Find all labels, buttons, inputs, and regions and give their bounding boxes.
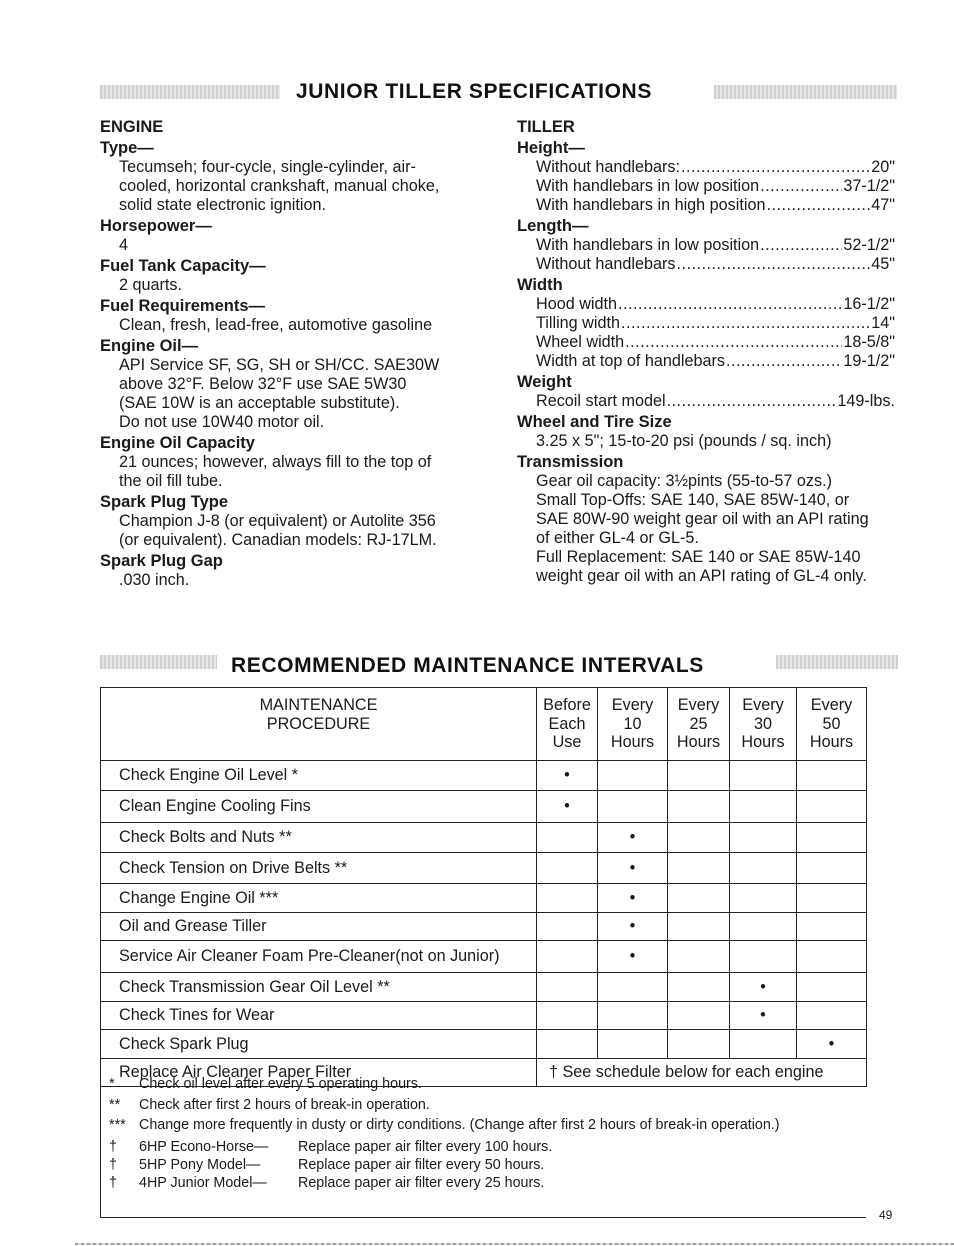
length-list bbox=[517, 236, 895, 274]
engine-spec-text: Tecumseh; four-cycle, single-cylinder, air- bbox=[119, 158, 416, 176]
height-list bbox=[517, 158, 895, 215]
leader-dots bbox=[766, 196, 870, 215]
interval-cell bbox=[537, 941, 598, 973]
specs-title: JUNIOR TILLER SPECIFICATIONS bbox=[296, 80, 652, 103]
procedure-cell: Replace Air Cleaner Paper Filter bbox=[101, 1059, 537, 1087]
header-line: Hours bbox=[809, 733, 854, 751]
engine-spec-text: (or equivalent). Canadian models: RJ-17LM. bbox=[119, 531, 437, 549]
interval-cell: • bbox=[537, 761, 598, 791]
engine-spec-list bbox=[100, 139, 500, 590]
interval-cell bbox=[598, 973, 668, 1002]
interval-cell bbox=[598, 1030, 668, 1059]
leader-dots bbox=[625, 333, 842, 352]
transmission-text bbox=[517, 472, 895, 586]
length-label: Length— bbox=[517, 217, 589, 235]
leader-dots bbox=[618, 295, 842, 314]
maintenance-header bbox=[0, 654, 954, 682]
header-line: Every bbox=[677, 696, 720, 714]
specs-header-bar-right bbox=[714, 85, 897, 99]
interval-column-header bbox=[598, 688, 668, 761]
table-row bbox=[101, 791, 867, 823]
spec-row-name: Width at top of handlebars bbox=[536, 352, 725, 370]
interval-cell bbox=[668, 1002, 730, 1030]
spec-row bbox=[517, 314, 895, 333]
procedure-cell: Check Tines for Wear bbox=[101, 1002, 537, 1030]
engine-spec-text: API Service SF, SG, SH or SH/CC. SAE30W bbox=[119, 356, 440, 374]
leader-dots bbox=[726, 352, 842, 371]
interval-cell bbox=[668, 913, 730, 941]
engine-spec-text: Do not use 10W40 motor oil. bbox=[119, 413, 325, 431]
footnote-text: Replace paper air filter every 100 hours. bbox=[298, 1139, 553, 1155]
spec-row-name: Without handlebars bbox=[536, 255, 676, 273]
schedule-note-cell: † See schedule below for each engine bbox=[537, 1059, 867, 1087]
spec-row-value: 16-1/2" bbox=[843, 295, 895, 313]
leader-dots bbox=[760, 236, 842, 255]
weight-list bbox=[517, 392, 895, 411]
interval-cell bbox=[797, 791, 867, 823]
spec-row-name: Tilling width bbox=[536, 314, 620, 332]
header-line: 10 bbox=[623, 714, 642, 733]
spec-row bbox=[517, 196, 895, 215]
procedure-column-header bbox=[101, 688, 537, 761]
spec-row-value: 52-1/2" bbox=[843, 236, 895, 254]
interval-column-header bbox=[668, 688, 730, 761]
table-row bbox=[101, 761, 867, 791]
engine-spec-label: Engine Oil— bbox=[100, 337, 199, 355]
spec-row-value: 37-1/2" bbox=[843, 177, 895, 195]
interval-column-header bbox=[797, 688, 867, 761]
interval-cell bbox=[730, 791, 797, 823]
header-line: 25 bbox=[689, 714, 708, 733]
spec-row-name: With handlebars in high position bbox=[536, 196, 766, 214]
interval-cell bbox=[668, 853, 730, 884]
spec-row-value: 20" bbox=[871, 158, 895, 176]
engine-spec-text: solid state electronic ignition. bbox=[119, 196, 326, 214]
transmission-line: of either GL-4 or GL-5. bbox=[536, 529, 699, 547]
table-row bbox=[101, 973, 867, 1002]
transmission-line: SAE 80W-90 weight gear oil with an API rating bbox=[536, 510, 869, 528]
engine-spec-text: the oil fill tube. bbox=[119, 472, 223, 490]
transmission-label: Transmission bbox=[517, 453, 624, 471]
interval-cell: • bbox=[598, 913, 668, 941]
spec-row-value: 47" bbox=[871, 196, 895, 214]
procedure-cell: Service Air Cleaner Foam Pre-Cleaner(not on Junior) bbox=[101, 941, 537, 973]
spec-row bbox=[517, 392, 895, 411]
procedure-cell: Check Transmission Gear Oil Level ** bbox=[101, 973, 537, 1002]
wheel-tire-label: Wheel and Tire Size bbox=[517, 413, 672, 431]
engine-spec-text: Champion J-8 (or equivalent) or Autolite 356 bbox=[119, 512, 436, 530]
transmission-line: Small Top-Offs: SAE 140, SAE 85W-140, or bbox=[536, 491, 850, 509]
spec-row-name: Without handlebars: bbox=[536, 158, 680, 176]
page-number: 49 bbox=[879, 1208, 893, 1222]
footnote-model: 6HP Econo-Horse— bbox=[139, 1139, 269, 1155]
spec-row bbox=[517, 158, 895, 177]
engine-spec-text: above 32°F. Below 32°F use SAE 5W30 bbox=[119, 375, 407, 393]
weight-label: Weight bbox=[517, 373, 572, 391]
engine-spec-text: .030 inch. bbox=[119, 571, 190, 589]
spec-row-name: Wheel width bbox=[536, 333, 625, 351]
engine-column bbox=[100, 118, 500, 590]
interval-cell bbox=[797, 853, 867, 884]
leader-dots bbox=[621, 314, 870, 333]
interval-cell bbox=[537, 1002, 598, 1030]
table-row bbox=[101, 823, 867, 853]
maintenance-title: RECOMMENDED MAINTENANCE INTERVALS bbox=[231, 654, 704, 677]
engine-spec-text: Clean, fresh, lead-free, automotive gasoline bbox=[119, 316, 433, 334]
interval-cell bbox=[598, 791, 668, 823]
header-line: Hours bbox=[610, 733, 655, 751]
procedure-cell: Check Tension on Drive Belts ** bbox=[101, 853, 537, 884]
table-row bbox=[101, 913, 867, 941]
interval-cell bbox=[598, 761, 668, 791]
interval-cell bbox=[730, 823, 797, 853]
engine-spec-label: Fuel Tank Capacity— bbox=[100, 257, 266, 275]
footnotes-box bbox=[100, 1067, 866, 1218]
interval-cell bbox=[668, 973, 730, 1002]
interval-cell bbox=[730, 853, 797, 884]
interval-cell bbox=[797, 761, 867, 791]
footnote-model: 5HP Pony Model— bbox=[139, 1157, 261, 1173]
footnote-symbol: † bbox=[109, 1139, 117, 1155]
procedure-cell: Check Engine Oil Level * bbox=[101, 761, 537, 791]
spec-row-name: With handlebars in low position bbox=[536, 236, 760, 254]
header-line: Hours bbox=[676, 733, 721, 751]
wheel-tire-value: 3.25 x 5"; 15-to-20 psi (pounds / sq. inch) bbox=[536, 432, 832, 450]
interval-cell bbox=[730, 884, 797, 913]
interval-cell: • bbox=[598, 941, 668, 973]
header-line: Before bbox=[543, 696, 591, 714]
header-line: Every bbox=[742, 696, 784, 714]
specs-header bbox=[0, 80, 954, 108]
header-line: Hours bbox=[741, 733, 785, 751]
leader-dots bbox=[676, 255, 870, 274]
tiller-heading: TILLER bbox=[517, 118, 575, 136]
footnote-symbol: † bbox=[109, 1157, 117, 1173]
engine-spec-label: Horsepower— bbox=[100, 217, 212, 235]
interval-cell bbox=[797, 884, 867, 913]
table-row bbox=[101, 1002, 867, 1030]
interval-cell bbox=[537, 823, 598, 853]
procedure-cell: Oil and Grease Tiller bbox=[101, 913, 537, 941]
bottom-rule bbox=[75, 1243, 954, 1245]
table-row bbox=[101, 884, 867, 913]
spec-row-value: 19-1/2" bbox=[843, 352, 895, 370]
maintenance-header-bar-right bbox=[776, 655, 898, 669]
footnote-symbol: ** bbox=[109, 1097, 121, 1113]
transmission-line: Gear oil capacity: 3½pints (55-to-57 ozs.) bbox=[536, 472, 833, 490]
table-row bbox=[101, 853, 867, 884]
engine-spec-text: cooled, horizontal crankshaft, manual choke, bbox=[119, 177, 440, 195]
interval-cell bbox=[537, 1030, 598, 1059]
interval-cell: • bbox=[730, 973, 797, 1002]
spec-row-name: With handlebars in low position bbox=[536, 177, 760, 195]
leader-dots bbox=[760, 177, 842, 196]
engine-spec-text: 2 quarts. bbox=[119, 276, 182, 294]
interval-column-header bbox=[730, 688, 797, 761]
interval-cell: • bbox=[797, 1030, 867, 1059]
header-line: Every bbox=[810, 696, 853, 714]
interval-cell bbox=[598, 1002, 668, 1030]
spec-row-value: 14" bbox=[871, 314, 895, 332]
spec-row-value: 149-lbs. bbox=[837, 392, 895, 410]
spec-row-value: 18-5/8" bbox=[843, 333, 895, 351]
header-line: Use bbox=[552, 733, 582, 751]
maintenance-header-bar-left bbox=[100, 655, 217, 669]
engine-spec-label: Engine Oil Capacity bbox=[100, 434, 255, 452]
spec-row bbox=[517, 295, 895, 314]
engine-spec-text: 21 ounces; however, always fill to the top of bbox=[119, 453, 432, 471]
interval-cell bbox=[668, 1030, 730, 1059]
header-line: 50 bbox=[822, 714, 841, 733]
maintenance-table bbox=[100, 687, 867, 1087]
interval-cell bbox=[797, 1002, 867, 1030]
interval-cell bbox=[668, 791, 730, 823]
leader-dots bbox=[681, 158, 870, 177]
spec-row-name: Hood width bbox=[536, 295, 617, 313]
engine-spec-text: (SAE 10W is an acceptable substitute). bbox=[119, 394, 400, 412]
interval-cell: • bbox=[537, 791, 598, 823]
spec-row-name: Recoil start model bbox=[536, 392, 666, 410]
interval-column-header bbox=[537, 688, 598, 761]
footnote-model: 4HP Junior Model— bbox=[139, 1175, 267, 1191]
header-line: PROCEDURE bbox=[266, 714, 371, 733]
procedure-cell: Change Engine Oil *** bbox=[101, 884, 537, 913]
procedure-cell: Clean Engine Cooling Fins bbox=[101, 791, 537, 823]
footnote-text: Check after first 2 hours of break-in operation. bbox=[139, 1097, 430, 1113]
footnote-text: Change more frequently in dusty or dirty conditions. (Change after first 2 hours of break-in operation.) bbox=[139, 1117, 780, 1133]
interval-cell bbox=[668, 823, 730, 853]
engine-heading: ENGINE bbox=[100, 118, 164, 136]
spec-row bbox=[517, 333, 895, 352]
header-line: Each bbox=[548, 714, 586, 733]
interval-cell bbox=[730, 1030, 797, 1059]
engine-spec-label: Spark Plug Gap bbox=[100, 552, 223, 570]
interval-cell bbox=[668, 941, 730, 973]
interval-cell: • bbox=[598, 853, 668, 884]
interval-cell bbox=[797, 941, 867, 973]
procedure-cell: Check Bolts and Nuts ** bbox=[101, 823, 537, 853]
header-line: MAINTENANCE bbox=[259, 696, 378, 714]
interval-cell bbox=[797, 913, 867, 941]
transmission-line: Full Replacement: SAE 140 or SAE 85W-140 bbox=[536, 548, 861, 566]
footnote-text: Check oil level after every 5 operating hours. bbox=[139, 1076, 422, 1092]
engine-spec-label: Spark Plug Type bbox=[100, 493, 229, 511]
interval-cell bbox=[797, 823, 867, 853]
specs-header-bar-left bbox=[100, 85, 280, 99]
footnote-symbol: *** bbox=[109, 1117, 126, 1133]
leader-dots bbox=[667, 392, 837, 411]
interval-cell bbox=[537, 973, 598, 1002]
width-list bbox=[517, 295, 895, 371]
spec-row bbox=[517, 255, 895, 274]
height-label: Height— bbox=[517, 139, 585, 157]
interval-cell bbox=[668, 761, 730, 791]
interval-cell: • bbox=[598, 823, 668, 853]
interval-cell bbox=[797, 973, 867, 1002]
footnote-symbol: * bbox=[109, 1076, 115, 1092]
transmission-line: weight gear oil with an API rating of GL-4 only. bbox=[536, 567, 867, 585]
spec-row bbox=[517, 177, 895, 196]
header-line: 30 bbox=[753, 714, 772, 733]
interval-cell bbox=[730, 913, 797, 941]
engine-spec-label: Fuel Requirements— bbox=[100, 297, 266, 315]
table-header-row bbox=[101, 688, 867, 761]
interval-cell bbox=[730, 941, 797, 973]
interval-cell bbox=[537, 853, 598, 884]
spec-row-value: 45" bbox=[871, 255, 895, 273]
interval-cell bbox=[537, 913, 598, 941]
engine-spec-label: Type— bbox=[100, 139, 154, 157]
footnote-symbol: † bbox=[109, 1175, 117, 1191]
width-label: Width bbox=[517, 276, 563, 294]
interval-cell: • bbox=[730, 1002, 797, 1030]
header-line: Every bbox=[611, 696, 654, 714]
procedure-cell: Check Spark Plug bbox=[101, 1030, 537, 1059]
footnote-text: Replace paper air filter every 50 hours. bbox=[298, 1157, 545, 1173]
engine-spec-text: 4 bbox=[119, 236, 129, 254]
spec-row bbox=[517, 236, 895, 255]
spec-row bbox=[517, 352, 895, 371]
interval-cell bbox=[537, 884, 598, 913]
table-row bbox=[101, 1030, 867, 1059]
tiller-column bbox=[517, 118, 895, 586]
interval-cell bbox=[730, 761, 797, 791]
interval-cell bbox=[668, 884, 730, 913]
table-row bbox=[101, 941, 867, 973]
interval-cell: • bbox=[598, 884, 668, 913]
footnote-text: Replace paper air filter every 25 hours. bbox=[298, 1175, 545, 1191]
